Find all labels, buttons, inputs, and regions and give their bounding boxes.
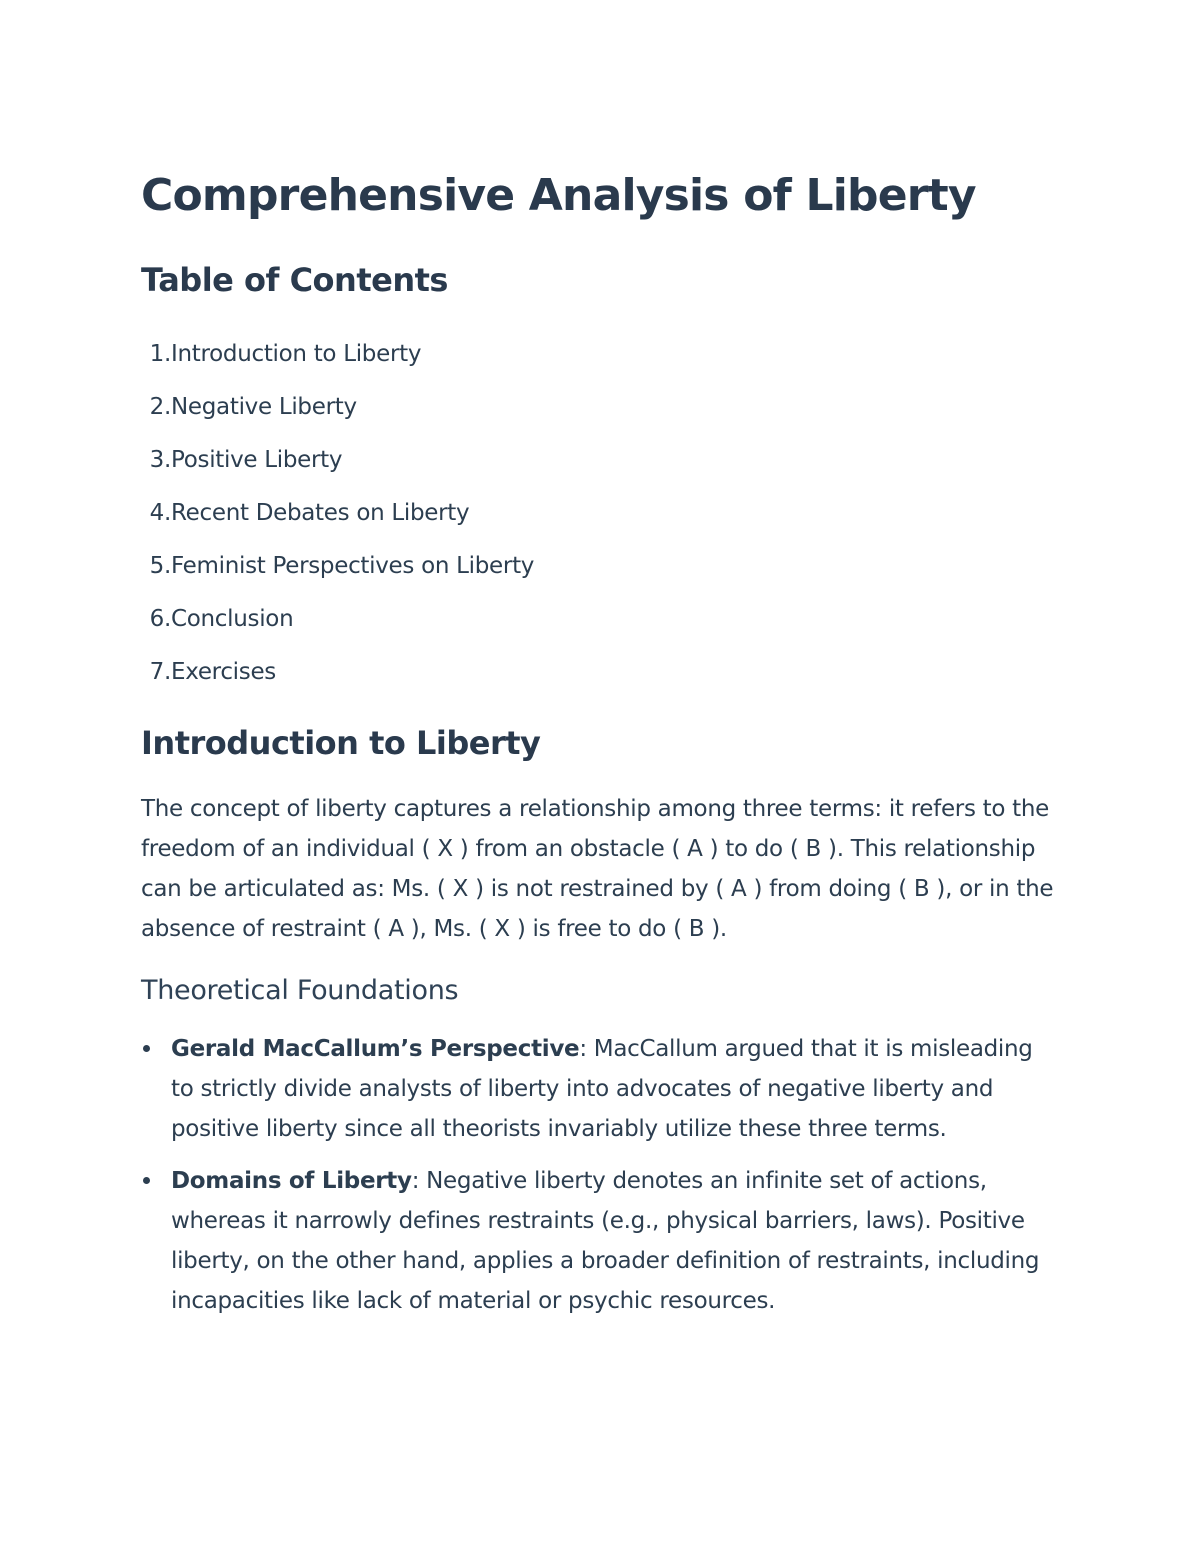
table-of-contents — [141, 328, 1061, 699]
toc-item-label: Conclusion — [171, 606, 294, 632]
list-item-text: : Negative liberty denotes an infinite set of actions, whereas it narrowly defines restraints (e.g., physical barriers, laws). Positive liberty, on the other hand, applies a broader definition of restraints, including incapacities like lack of material or psychic resources. — [171, 1168, 1040, 1314]
toc-item-number: 7. — [149, 659, 171, 685]
toc-item-label: Negative Liberty — [171, 394, 357, 420]
toc-item-label: Exercises — [171, 659, 276, 685]
bullet-icon — [143, 1045, 150, 1052]
toc-heading: Table of Contents — [141, 261, 448, 299]
document-page — [141, 160, 1061, 1333]
toc-item-label: Feminist Perspectives on Liberty — [171, 553, 535, 579]
toc-item-number: 6. — [149, 606, 171, 632]
toc-item[interactable] — [141, 646, 1061, 699]
list-item — [141, 1161, 1041, 1321]
toc-item[interactable] — [141, 487, 1061, 540]
toc-item-label: Recent Debates on Liberty — [171, 500, 470, 526]
toc-item-number: 4. — [149, 500, 171, 526]
toc-item-label: Positive Liberty — [171, 447, 343, 473]
introduction-heading: Introduction to Liberty — [141, 724, 541, 762]
theoretical-foundations-heading: Theoretical Foundations — [141, 975, 459, 1006]
toc-item[interactable] — [141, 593, 1061, 646]
list-item-term: Gerald MacCallum’s Perspective — [171, 1036, 580, 1062]
introduction-paragraph: The concept of liberty captures a relationship among three terms: it refers to the freedom of an individual ( X ) from an obstacle ( A ) to do ( B ). This relationship can be articulated as: Ms. ( X ) is not restrained by ( A ) from doing ( B ), or in the absence of restraint ( A ), Ms. ( X ) is free to do ( B ). — [141, 796, 1054, 942]
document-title: Comprehensive Analysis of Liberty — [141, 170, 976, 221]
toc-item[interactable] — [141, 540, 1061, 593]
toc-item[interactable] — [141, 328, 1061, 381]
toc-item-label: Introduction to Liberty — [171, 341, 422, 367]
bullet-icon — [143, 1177, 150, 1184]
list-item-text: : MacCallum argued that it is misleading to strictly divide analysts of liberty into advocates of negative liberty and positive liberty since all theorists invariably utilize these three terms. — [171, 1036, 1033, 1142]
list-item — [141, 1029, 1041, 1149]
toc-item-number: 3. — [149, 447, 171, 473]
toc-item-number: 2. — [149, 394, 171, 420]
toc-item-number: 5. — [149, 553, 171, 579]
list-item-term: Domains of Liberty — [171, 1168, 412, 1194]
toc-item[interactable] — [141, 381, 1061, 434]
toc-item-number: 1. — [149, 341, 171, 367]
foundations-list — [141, 1029, 1061, 1321]
toc-item[interactable] — [141, 434, 1061, 487]
